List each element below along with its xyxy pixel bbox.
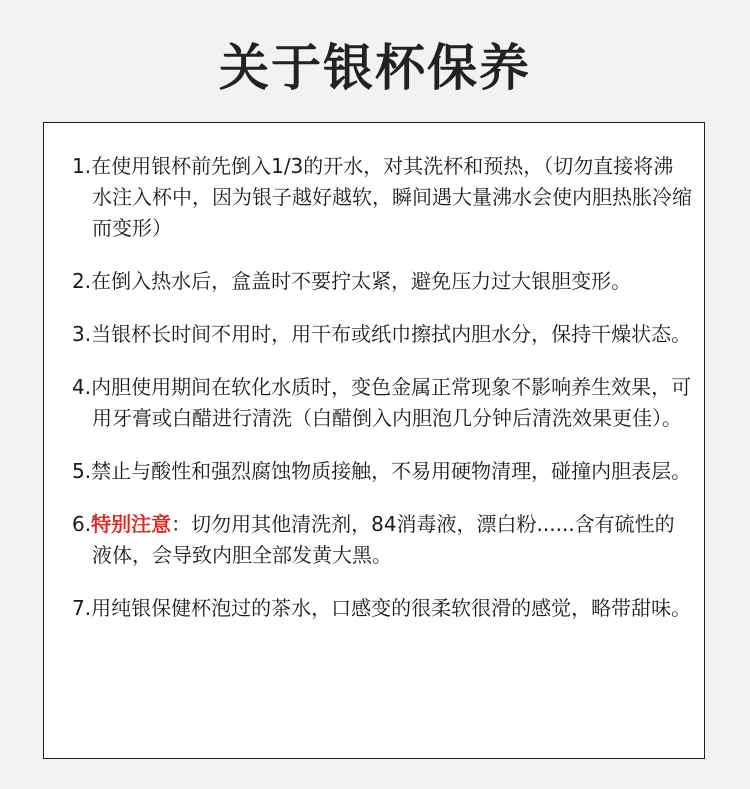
item-text: 切勿用其他清洗剂，84消毒液，漂白粉......含有硫性的液体，会导致内胆全部发黄大黑。 [92,512,675,567]
instruction-item-2 [72,266,692,297]
item-text: 禁止与酸性和强烈腐蚀物质接触，不易用硬物清理，碰撞内胆表层。 [91,459,692,483]
special-notice-label: 特别注意 [91,512,172,536]
item-number: 2. [72,269,92,293]
item-text: 用纯银保健杯泡过的茶水，口感变的很柔软很滑的感觉，略带甜味。 [91,596,692,620]
instruction-item-5 [72,456,692,487]
care-instructions-list [72,151,692,646]
item-separator: ： [171,512,192,536]
item-number: 1. [72,154,92,178]
instruction-item-4 [72,372,692,434]
item-number: 4. [72,375,92,399]
item-number: 6. [72,512,92,536]
item-number: 3. [72,322,92,346]
page-title: 关于银杯保养 [219,39,531,97]
instruction-item-3 [72,319,692,350]
instruction-item-1 [72,151,692,244]
instruction-item-7 [72,593,692,624]
item-text: 在使用银杯前先倒入1/3的开水，对其洗杯和预热，（切勿直接将沸水注入杯中，因为银子越好越软，瞬间遇大量沸水会使内胆热胀冷缩而变形） [91,154,692,240]
instruction-item-6 [72,509,692,571]
item-text: 在倒入热水后，盒盖时不要拧太紧，避免压力过大银胆变形。 [91,269,632,293]
item-text: 内胆使用期间在软化水质时，变色金属正常现象不影响养生效果，可用牙膏或白醋进行清洗（白醋倒入内胆泡几分钟后清洗效果更佳）。 [91,375,692,430]
item-number: 7. [72,596,92,620]
item-number: 5. [72,459,92,483]
item-text: 当银杯长时间不用时，用干布或纸巾擦拭内胆水分，保持干燥状态。 [91,322,692,346]
